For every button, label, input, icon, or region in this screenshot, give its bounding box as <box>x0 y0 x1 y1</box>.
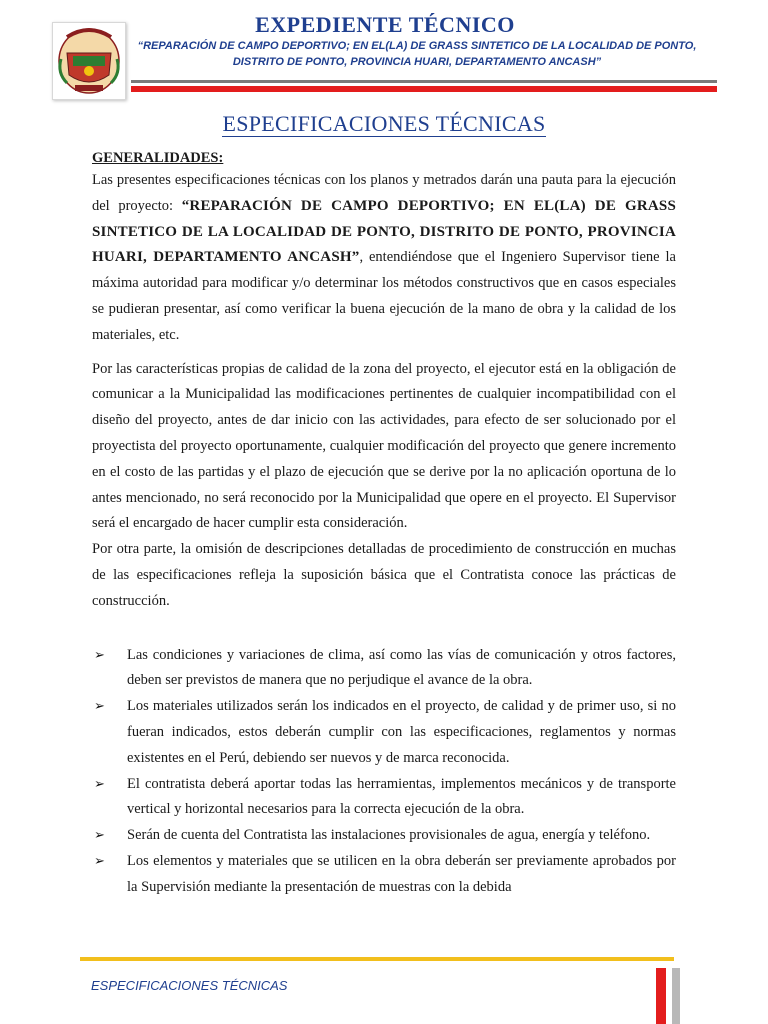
list-item: ➢ El contratista deberá aportar todas las herramientas, implementos mecánicos y de transporte vertical y horizontal necesarios para la correcta ejecución de la obra. <box>92 772 676 824</box>
page-header <box>0 0 768 100</box>
footer-gray-bar <box>672 968 680 1024</box>
heading-generalidades: GENERALIDADES: <box>92 150 224 166</box>
arrow-bullet-icon: ➢ <box>94 647 105 663</box>
list-item: ➢ Los elementos y materiales que se utilicen en la obra deberán ser previamente aprobados por la Supervisión mediante la presentación de muestras con la debida <box>92 849 676 901</box>
header-divider-red <box>131 86 717 92</box>
list-item: ➢ Las condiciones y variaciones de clima, así como las vías de comunicación y otros factores, deben ser previstos de manera que no perjudique el avance de la obra. <box>92 643 676 695</box>
header-divider-gray <box>131 80 717 83</box>
footer-red-bar <box>656 968 666 1024</box>
footer-label: ESPECIFICACIONES TÉCNICAS <box>91 978 288 993</box>
arrow-bullet-icon: ➢ <box>94 776 105 792</box>
list-item: ➢ Serán de cuenta del Contratista las instalaciones provisionales de agua, energía y teléfono. <box>92 823 676 849</box>
paragraph-omissions: Por otra parte, la omisión de descripciones detalladas de procedimiento de construcción en muchas de las especificaciones refleja la suposición básica que el Contratista conoce las prácticas de construcción. <box>92 541 676 609</box>
document-title: EXPEDIENTE TÉCNICO <box>255 12 515 37</box>
arrow-bullet-icon: ➢ <box>94 828 105 844</box>
paragraph-intro: Las presentes especificaciones técnicas con los planos y metrados darán una pauta para la ejecución del proyecto: “REPARACIÓN DE CAMPO DEPORTIVO; EN EL(LA) DE GRASS SINTETICO DE LA LOCALIDAD DE PONTO, DISTRITO DE PONTO, PROVINCIA HUARI, DEPARTAMENTO ANCASH”, entendiéndose que el Ingeniero Supervisor tiene la máxima autoridad para modificar y/o determinar los métodos constructivos que en casos especiales se pudieran presentar, así como verificar la buena ejecución de la mano de obra y la calidad de los materiales, etc. <box>92 172 676 343</box>
paragraph-obligations: Por las características propias de calidad de la zona del proyecto, el ejecutor está en la obligación de comunicar a la Municipalidad las modificaciones pertinentes de cualquier incompatibilidad con el diseño del proyecto, antes de dar inicio con las actividades, para efecto de ser solucionado por el proyectista del proyecto oportunamente, cualquier modificación del proyecto que genere incremento en el costo de las partidas y el plazo de ejecución que se derive por la no aplicación oportuna de lo antes mencionado, no será reconocido por la Municipalidad que opere en el proyecto. El Supervisor será el encargado de hacer cumplir esta consideración. <box>92 360 676 532</box>
document-subtitle: “REPARACIÓN DE CAMPO DEPORTIVO; EN EL(LA) DE GRASS SINTETICO DE LA LOCALIDAD DE PONTO, DISTRITO DE PONTO, PROVINCIA HUARI, DEPARTAMENTO ANCASH” <box>137 40 697 68</box>
municipal-shield-icon <box>52 22 126 100</box>
project-name-bold: “REPARACIÓN DE CAMPO DEPORTIVO; EN EL(LA) DE GRASS SINTETICO DE LA LOCALIDAD DE PONTO, DISTRITO DE PONTO, PROVINCIA HUARI, DEPARTAMENTO ANCASH” <box>92 197 676 266</box>
conditions-list <box>92 643 676 901</box>
section-title: ESPECIFICACIONES TÉCNICAS <box>222 111 546 136</box>
document-body <box>92 148 676 901</box>
footer-divider <box>80 957 674 961</box>
arrow-bullet-icon: ➢ <box>94 853 105 869</box>
list-item: ➢ Los materiales utilizados serán los indicados en el proyecto, de calidad y de primer uso, si no fueran indicados, estos deberán cumplir con las especificaciones, reglamentos y normas existentes en el Perú, debiendo ser nuevos y de marca reconocida. <box>92 694 676 771</box>
arrow-bullet-icon: ➢ <box>94 699 105 715</box>
